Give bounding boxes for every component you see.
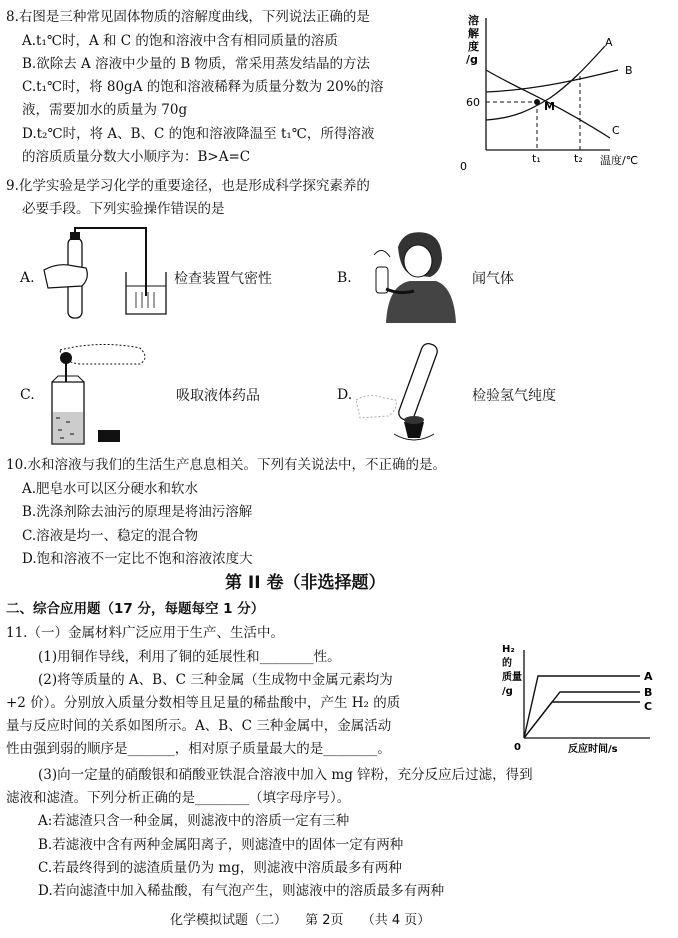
q9-b-letter: B. — [337, 270, 352, 286]
q11-part1: (1)用铜作导线，利用了铜的延展性和________性。 — [38, 649, 341, 665]
hydrogen-purity-illustration — [350, 338, 470, 448]
q10-option-d: D.饱和溶液不一定比不饱和溶液浓度大 — [22, 551, 253, 567]
q9-c-letter: C. — [20, 387, 35, 403]
h2-label-a: A — [644, 670, 653, 683]
q8-stem: 8.右图是三种常见固体物质的溶解度曲线，下列说法正确的是 — [6, 9, 370, 25]
q8-option-b: B.欲除去 A 溶液中少量的 B 物质，常采用蒸发结晶的方法 — [22, 56, 371, 72]
q8-option-d-line1: D.t₂℃时，将 A、B、C 的饱和溶液降温至 t₁℃，所得溶液 — [22, 126, 375, 142]
h2-series-a — [524, 676, 640, 738]
q8-option-d-line2: 的溶质质量分数大小顺序为：B>A=C — [22, 149, 251, 165]
x-tick-t2: t₂ — [574, 152, 583, 165]
q9-b-text: 闻气体 — [472, 271, 514, 287]
solubility-ylabel-part: 溶 — [468, 14, 479, 27]
q11-part3-line1: (3)向一定量的硝酸银和硝酸亚铁混合溶液中加入 mg 锌粉，充分反应后过滤，得到 — [38, 767, 533, 783]
origin-label: 0 — [460, 160, 467, 170]
q11-part2-line2: +2 价）。分别放入质量分数相等且足量的稀盐酸中，产生 H₂ 的质 — [6, 695, 401, 711]
q9-d-letter: D. — [337, 387, 353, 403]
q10-option-b: B.洗涤剂除去油污的原理是将油污溶解 — [22, 504, 253, 520]
h2-label-b: B — [644, 686, 653, 699]
q8-option-a: A.t₁℃时，A 和 C 的饱和溶液中含有相同质量的溶质 — [22, 33, 338, 49]
h2-xlabel: 反应时间/s — [568, 744, 618, 755]
q11-option-c: C.若最终得到的滤渣质量仍为 mg，则滤液中溶质最多有两种 — [38, 860, 402, 876]
h2-ylabel-part: /g — [502, 686, 513, 697]
h2-ylabel-part: H₂ — [502, 644, 515, 655]
q10-option-c: C.溶液是均一、稳定的混合物 — [22, 528, 199, 544]
q10-option-a: A.肥皂水可以区分硬水和软水 — [22, 481, 199, 497]
footer — [170, 912, 430, 930]
q9-d-text: 检验氢气纯度 — [472, 388, 556, 404]
q8-option-c-line2: 液，需要加水的质量为 70g — [22, 102, 188, 118]
point-m-label: M — [544, 100, 555, 113]
airtightness-check-illustration — [38, 222, 168, 320]
series-b-label: B — [625, 64, 633, 77]
q11-part2-line1: (2)将等质量的 A、B、C 三种金属（生成物中金属元素均为 — [38, 672, 393, 688]
xlabel: 温度/℃ — [600, 154, 639, 167]
q9-a-letter: A. — [20, 270, 35, 286]
q9-c-text: 吸取液体药品 — [176, 388, 260, 404]
solubility-ylabel-part: /g — [466, 53, 478, 66]
solubility-chart — [460, 10, 660, 170]
series-a-label: A — [605, 36, 613, 49]
q11-part2-line4: 性由强到弱的顺序是_______，相对原子质量最大的是________。 — [6, 741, 391, 757]
solubility-ylabel-part: 解 — [468, 27, 479, 40]
footer-total: （共 4 页） — [361, 913, 431, 928]
footer-exam-name: 化学模拟试题（二） — [170, 913, 288, 928]
h2-ylabel-part: 的 — [502, 658, 512, 669]
smell-gas-illustration — [360, 225, 460, 325]
q9-stem-line1: 9.化学实验是学习化学的重要途径，也是形成科学探究素养的 — [6, 178, 370, 194]
h2-ylabel-part: 质量 — [502, 672, 522, 683]
solubility-ylabel-part: 度 — [468, 40, 479, 53]
y-tick-60: 60 — [466, 96, 480, 109]
series-c-label: C — [612, 124, 620, 137]
q9-a-text: 检查装置气密性 — [174, 271, 272, 287]
dropper-illustration — [40, 338, 160, 446]
part2-title: 第 II 卷（非选择题） — [225, 573, 386, 593]
section-heading: 二、综合应用题（17 分，每题每空 1 分） — [6, 601, 265, 617]
q11-part3-line2: 滤液和滤渣。下列分析正确的是________（填字母序号）。 — [6, 790, 351, 806]
h2-label-c: C — [644, 700, 653, 713]
q11-option-d: D.若向滤渣中加入稀盐酸，有气泡产生，则滤液中的溶质最多有两种 — [38, 883, 445, 899]
q10-stem: 10.水和溶液与我们的生活生产息息相关。下列有关说法中，不正确的是。 — [6, 457, 446, 473]
x-tick-t1: t₁ — [532, 152, 541, 165]
h2-series-c — [524, 702, 640, 738]
q8-option-c-line1: C.t₁℃时，将 80gA 的饱和溶液稀释为质量分数为 20%的溶 — [22, 79, 384, 95]
point-m — [534, 99, 540, 105]
q11-intro: 11.（一）金属材料广泛应用于生产、生活中。 — [6, 625, 284, 641]
q11-option-b: B.若滤液中含有两种金属阳离子，则滤渣中的固体一定有两种 — [38, 837, 404, 853]
q11-option-a: A:若滤渣只含一种金属，则滤液中的溶质一定有三种 — [38, 813, 350, 829]
q9-stem-line2: 必要手段。下列实验操作错误的是 — [22, 201, 225, 217]
q11-part2-line3: 量与反应时间的关系如图所示。A、B、C 三种金属中，金属活动 — [6, 718, 392, 734]
footer-page: 第 2页 — [305, 913, 344, 928]
h2-origin: 0 — [514, 742, 521, 753]
hydrogen-mass-chart — [500, 640, 670, 756]
